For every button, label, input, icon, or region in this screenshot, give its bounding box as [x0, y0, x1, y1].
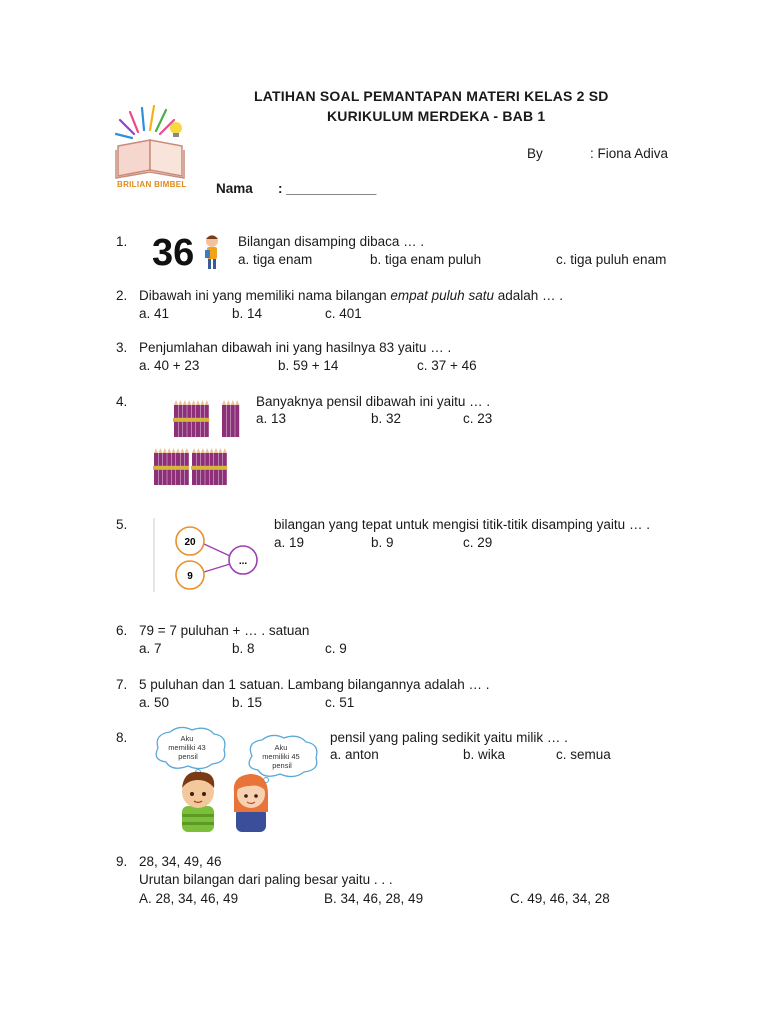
question-text-before: Dibawah ini yang memiliki nama bilangan	[139, 288, 391, 303]
number-sequence: 28, 34, 49, 46	[139, 854, 222, 869]
option-c[interactable]: c. 29	[463, 535, 493, 550]
child-icon	[203, 234, 221, 274]
bubble-right-line-2: memiliki 45	[262, 752, 300, 761]
option-c[interactable]: c. 401	[325, 306, 362, 321]
question-number: 4.	[116, 394, 128, 409]
name-field[interactable]: : ____________	[278, 181, 377, 196]
bond-value-missing: ...	[238, 556, 248, 567]
bubble-left-line-2: memiliki 43	[168, 743, 206, 752]
question-number: 2.	[116, 288, 128, 303]
option-b[interactable]: b. 32	[371, 411, 402, 426]
option-c[interactable]: c. semua	[556, 747, 611, 762]
option-b[interactable]: b. 14	[232, 306, 263, 321]
option-c[interactable]: c. tiga puluh enam	[556, 252, 667, 267]
bubble-left-line-1: Aku	[180, 734, 194, 743]
brand-logo	[108, 98, 204, 198]
title-line-1: LATIHAN SOAL PEMANTAPAN MATERI KELAS 2 SD	[254, 88, 609, 104]
option-b[interactable]: b. tiga enam puluh	[370, 252, 482, 267]
option-c[interactable]: C. 49, 46, 34, 28	[510, 891, 610, 906]
pencil-icon	[226, 400, 230, 437]
option-a[interactable]: a. 19	[274, 535, 305, 550]
question-text: bilangan yang tepat untuk mengisi titik-titik disamping yaitu … .	[274, 517, 650, 532]
name-label: Nama	[216, 181, 253, 196]
kids-speech-illustration	[150, 726, 325, 832]
by-label: By	[527, 146, 543, 161]
bundle-band	[153, 466, 189, 470]
question-text	[139, 288, 563, 304]
bond-value-bottom: 9	[187, 571, 193, 582]
option-b[interactable]: b. 59 + 14	[278, 358, 339, 373]
question-number: 9.	[116, 854, 128, 869]
bond-value-top: 20	[184, 537, 196, 548]
option-c[interactable]: c. 9	[325, 641, 347, 656]
option-a[interactable]: a. tiga enam	[238, 252, 313, 267]
number-image: 36	[152, 232, 195, 274]
bubble-right-line-3: pensil	[272, 761, 292, 770]
option-b[interactable]: b. 9	[371, 535, 394, 550]
question-number: 3.	[116, 340, 128, 355]
girl-figure	[234, 774, 268, 832]
option-a[interactable]: a. 50	[139, 695, 170, 710]
question-text: 5 puluhan dan 1 satuan. Lambang bilangannya adalah … .	[139, 677, 490, 692]
option-a[interactable]: a. 40 + 23	[139, 358, 200, 373]
question-text: Bilangan disamping dibaca … .	[238, 234, 425, 249]
option-a[interactable]: a. 7	[139, 641, 162, 656]
option-a[interactable]: a. 13	[256, 411, 287, 426]
pencil-icon	[235, 400, 239, 437]
question-number: 7.	[116, 677, 128, 692]
question-text-italic: empat puluh satu	[390, 288, 494, 303]
number-bond-diagram	[150, 516, 270, 594]
option-c[interactable]: c. 37 + 46	[417, 358, 477, 373]
option-a[interactable]: a. 41	[139, 306, 170, 321]
option-a[interactable]: A. 28, 34, 46, 49	[139, 891, 239, 906]
question-number: 8.	[116, 730, 128, 745]
question-text: Urutan bilangan dari paling besar yaitu . . .	[139, 872, 393, 887]
option-c[interactable]: c. 23	[463, 411, 493, 426]
option-b[interactable]: b. wika	[463, 747, 506, 762]
question-number: 5.	[116, 517, 128, 532]
option-a[interactable]: a. anton	[330, 747, 379, 762]
option-b[interactable]: b. 8	[232, 641, 255, 656]
option-b[interactable]: B. 34, 46, 28, 49	[324, 891, 424, 906]
bubble-left-line-3: pensil	[178, 752, 198, 761]
question-text-after: adalah … .	[493, 288, 564, 303]
question-text: pensil yang paling sedikit yaitu milik … .	[330, 730, 568, 745]
bundle-band	[191, 466, 227, 470]
pencil-bundles-illustration	[150, 396, 250, 491]
question-number: 6.	[116, 623, 128, 638]
boy-figure	[182, 772, 214, 832]
question-text: 79 = 7 puluhan + … . satuan	[139, 623, 310, 638]
title-line-2: KURIKULUM MERDEKA - BAB 1	[327, 108, 546, 124]
logo-text: BRILIAN BIMBEL	[117, 180, 187, 189]
bundle-band	[173, 418, 209, 422]
option-b[interactable]: b. 15	[232, 695, 263, 710]
pencil-icon	[231, 400, 235, 437]
pencil-icon	[222, 400, 226, 437]
question-text: Penjumlahan dibawah ini yang hasilnya 83 yaitu … .	[139, 340, 452, 355]
by-value: : Fiona Adiva	[590, 146, 669, 161]
bubble-right-line-1: Aku	[274, 743, 288, 752]
option-c[interactable]: c. 51	[325, 695, 355, 710]
question-text: Banyaknya pensil dibawah ini yaitu … .	[256, 394, 491, 409]
question-number: 1.	[116, 234, 128, 249]
